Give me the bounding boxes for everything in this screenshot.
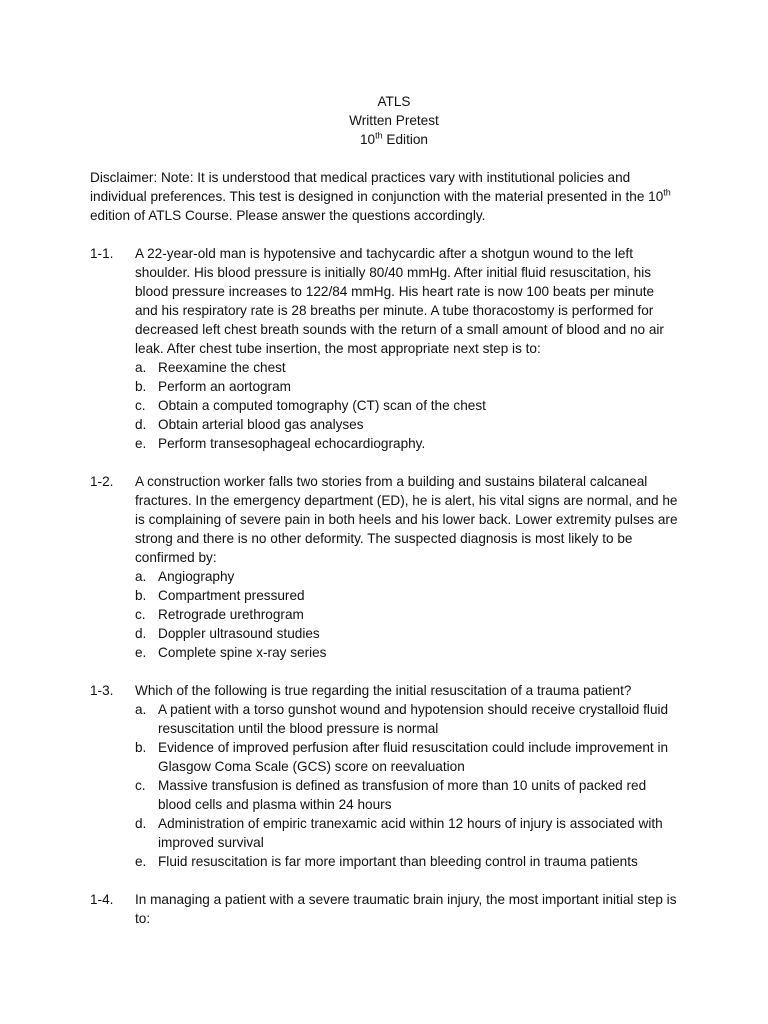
option-text: Evidence of improved perfusion after fluid resuscitation could include improvement in Glasgow Coma Scale (GCS) score on reevaluation (158, 740, 669, 774)
option-letter: e. (135, 854, 147, 869)
question-body (135, 681, 680, 871)
question-number: 1-4. (90, 892, 114, 907)
answer-option (135, 643, 680, 662)
edition-word: Edition (382, 132, 428, 147)
answer-option (135, 814, 680, 852)
disclaimer-paragraph (90, 168, 680, 225)
answer-option (135, 377, 680, 396)
question-text: Which of the following is true regarding the initial resuscitation of a trauma patient? (135, 683, 632, 698)
option-letter: a. (135, 360, 147, 375)
answer-option (135, 567, 680, 586)
option-text: Doppler ultrasound studies (158, 626, 320, 641)
answer-option (135, 605, 680, 624)
question-text: In managing a patient with a severe traumatic brain injury, the most important initial step is to: (135, 892, 677, 926)
edition-number: 10 (360, 132, 376, 147)
answer-option (135, 434, 680, 453)
question-item (90, 681, 688, 871)
option-text: Reexamine the chest (158, 360, 286, 375)
answer-option (135, 396, 680, 415)
answer-option (135, 586, 680, 605)
question-item (90, 244, 688, 453)
question-item (90, 890, 688, 928)
edition-suffix: th (375, 130, 383, 141)
option-letter: e. (135, 645, 147, 660)
option-text: Retrograde urethrogram (158, 607, 304, 622)
option-text: Administration of empiric tranexamic acid within 12 hours of injury is associated with improved survival (158, 816, 663, 850)
answer-options (135, 700, 680, 871)
option-letter: b. (135, 588, 147, 603)
option-letter: d. (135, 417, 147, 432)
option-letter: a. (135, 569, 147, 584)
answer-option (135, 738, 680, 776)
answer-option (135, 776, 680, 814)
disclaimer-edition-number: 10 (648, 189, 664, 204)
option-letter: b. (135, 379, 147, 394)
option-letter: d. (135, 626, 147, 641)
option-letter: e. (135, 436, 147, 451)
question-number: 1-3. (90, 683, 114, 698)
title-line-2: Written Pretest (349, 113, 439, 128)
question-text: A 22-year-old man is hypotensive and tachycardic after a shotgun wound to the left shoulder. His blood pressure is initially 80/40 mmHg. After initial fluid resuscitation, his blood pressure increases to 122/84 mmHg. His heart rate is now 100 beats per minute and his respiratory rate is 28 breaths per minute. A tube thoracostomy is performed for decreased left chest breath sounds with the return of a small amount of blood and no air leak. After chest tube insertion, the most appropriate next step is to: (135, 246, 664, 356)
answer-option (135, 624, 680, 643)
question-text: A construction worker falls two stories from a building and sustains bilateral calcaneal fractures. In the emergency department (ED), he is alert, his vital signs are normal, and he is complaining of severe pain in both heels and his lower back. Lower extremity pulses are strong and there is no other deformity. The suspected diagnosis is most likely to be confirmed by: (135, 474, 678, 565)
option-text: Obtain a computed tomography (CT) scan of the chest (158, 398, 486, 413)
option-text: Angiography (158, 569, 235, 584)
option-text: Massive transfusion is defined as transfusion of more than 10 units of packed red blood cells and plasma within 24 hours (158, 778, 647, 812)
option-letter: c. (135, 607, 146, 622)
answer-options (135, 567, 680, 662)
question-number: 1-1. (90, 246, 114, 261)
disclaimer-text-2: edition of ATLS Course. Please answer the questions accordingly. (90, 208, 486, 223)
option-text: Perform transesophageal echocardiography. (158, 436, 426, 451)
answer-option (135, 415, 680, 434)
question-body (135, 244, 680, 453)
title-edition (100, 130, 688, 149)
answer-option (135, 852, 680, 871)
option-text: Obtain arterial blood gas analyses (158, 417, 364, 432)
document-title (100, 92, 688, 149)
disclaimer-text-1: Disclaimer: Note: It is understood that medical practices vary with institutional policies and individual preferences. This test is designed in conjunction with the material presented in the (90, 170, 649, 204)
option-text: Compartment pressured (158, 588, 305, 603)
disclaimer-edition-suffix: th (663, 187, 671, 198)
question-list (90, 244, 688, 928)
question-body (135, 472, 680, 662)
option-letter: c. (135, 778, 146, 793)
answer-option (135, 358, 680, 377)
option-text: Complete spine x-ray series (158, 645, 327, 660)
question-number: 1-2. (90, 474, 114, 489)
option-text: Perform an aortogram (158, 379, 291, 394)
option-text: A patient with a torso gunshot wound and hypotension should receive crystalloid fluid resuscitation until the blood pressure is normal (158, 702, 669, 736)
option-letter: c. (135, 398, 146, 413)
answer-option (135, 700, 680, 738)
question-body (135, 890, 680, 928)
title-line-1: ATLS (377, 94, 411, 109)
answer-options (135, 358, 680, 453)
option-text: Fluid resuscitation is far more important than bleeding control in trauma patients (158, 854, 638, 869)
option-letter: d. (135, 816, 147, 831)
option-letter: b. (135, 740, 147, 755)
option-letter: a. (135, 702, 147, 717)
question-item (90, 472, 688, 662)
